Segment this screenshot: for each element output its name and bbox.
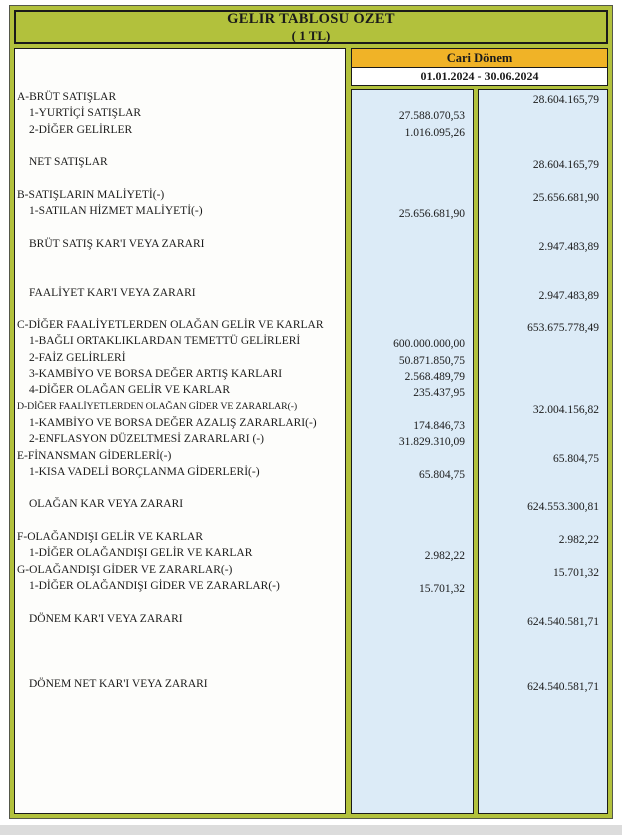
labels-stack (14, 48, 346, 814)
row-label: G-OLAĞANDIŞI GİDER VE ZARARLAR(-) (17, 563, 233, 576)
row-value-total (479, 206, 607, 222)
row-value-detail: 31.829.310,09 (398, 436, 465, 449)
row-label: DÖNEM KAR'I VEYA ZARARI (29, 612, 183, 625)
row-value-detail (352, 499, 473, 515)
row-label: FAALİYET KAR'I VEYA ZARARI (29, 286, 196, 299)
row-value-total (479, 369, 607, 385)
row-value-detail (352, 222, 473, 238)
title-unit: ( 1 TL) (291, 28, 331, 43)
row-label (15, 301, 345, 317)
row-value-total (479, 418, 607, 434)
row-value-detail (352, 320, 473, 336)
row-value-total: 624.540.581,71 (527, 680, 599, 693)
row-value-detail (352, 662, 473, 678)
row-label (15, 513, 345, 529)
row-value-detail (352, 173, 473, 189)
row-value-total: 65.804,75 (553, 452, 599, 465)
row-value-total (479, 336, 607, 352)
value-column-total (478, 89, 608, 814)
period-date-range: 01.01.2024 - 30.06.2024 (351, 68, 608, 86)
row-value-detail (352, 92, 473, 108)
row-label: BRÜT SATIŞ KAR'I VEYA ZARARI (29, 237, 205, 250)
row-value-total (479, 548, 607, 564)
scan-edge-strip (0, 825, 622, 835)
row-value-total: 32.004.156,82 (532, 403, 599, 416)
row-value-detail: 25.656.681,90 (398, 208, 465, 221)
row-value-total (479, 173, 607, 189)
row-value-detail (352, 630, 473, 646)
row-value-total (479, 483, 607, 499)
row-value-detail: 2.568.489,79 (404, 371, 465, 384)
row-label: DÖNEM NET KAR'I VEYA ZARARI (29, 677, 208, 690)
row-value-total: 624.540.581,71 (527, 615, 599, 628)
row-value-detail (352, 565, 473, 581)
row-value-total (479, 630, 607, 646)
row-value-total (479, 467, 607, 483)
row-value-detail (352, 288, 473, 304)
title-main: GELIR TABLOSU ÖZET (227, 11, 395, 27)
row-label: 1-YURTİÇİ SATIŞLAR (29, 107, 142, 120)
row-label: E-FİNANSMAN GİDERLERİ(-) (17, 449, 172, 462)
row-label: 1-DİĞER OLAĞANDIŞI GELİR VE KARLAR (29, 547, 253, 560)
row-label: 1-SATILAN HİZMET MALİYETİ(-) (29, 205, 203, 218)
row-label: NET SATIŞLAR (29, 156, 108, 169)
row-value-total: 2.982,22 (558, 534, 599, 547)
row-value-detail (352, 597, 473, 613)
row-value-total: 15.701,32 (553, 566, 599, 579)
row-label: 2-DİĞER GELİRLER (29, 123, 133, 136)
value-columns (351, 89, 608, 814)
row-value-total (479, 516, 607, 532)
value-column-detail (351, 89, 474, 814)
row-value-total (479, 581, 607, 597)
row-value-detail: 174.846,73 (413, 419, 465, 432)
row-label (15, 659, 345, 675)
row-value-detail (352, 646, 473, 662)
values-panel (351, 48, 608, 814)
row-value-detail: 27.588.070,53 (398, 110, 465, 123)
row-value-total: 624.553.300,81 (527, 501, 599, 514)
row-value-detail: 65.804,75 (419, 468, 465, 481)
row-value-detail (352, 141, 473, 157)
row-value-detail (352, 532, 473, 548)
row-value-detail (352, 614, 473, 630)
row-label: 1-BAĞLI ORTAKLIKLARDAN TEMETTÜ GELİRLERİ (29, 335, 301, 348)
row-value-detail (352, 451, 473, 467)
row-label (15, 170, 345, 186)
row-label (15, 480, 345, 496)
row-label (15, 627, 345, 643)
row-value-total (479, 108, 607, 124)
row-value-total: 2.947.483,89 (538, 240, 599, 253)
row-value-detail: 50.871.850,75 (398, 354, 465, 367)
row-value-total (479, 662, 607, 678)
row-value-total (479, 385, 607, 401)
row-label (15, 219, 345, 235)
row-value-total (479, 353, 607, 369)
row-value-detail: 600.000.000,00 (393, 338, 465, 351)
row-label (15, 643, 345, 659)
row-value-detail: 15.701,32 (419, 582, 465, 595)
row-label: 2-ENFLASYON DÜZELTMESİ ZARARLARI (-) (29, 433, 264, 446)
row-label: F-OLAĞANDIŞI GELİR VE KARLAR (17, 531, 204, 544)
row-value-total: 2.947.483,89 (538, 289, 599, 302)
row-value-total (479, 222, 607, 238)
row-label: 2-FAİZ GELİRLERİ (29, 351, 126, 364)
row-value-detail (352, 483, 473, 499)
row-label: 3-KAMBİYO VE BORSA DEĞER ARTIŞ KARLARI (29, 368, 283, 381)
row-label: B-SATIŞLARIN MALİYETİ(-) (17, 188, 165, 201)
row-label: D-DİĞER FAALİYETLERDEN OLAĞAN GİDER VE ZARARLAR(-) (17, 400, 298, 412)
row-value-detail (352, 679, 473, 695)
row-value-total: 25.656.681,90 (532, 191, 599, 204)
row-value-detail: 1.016.095,26 (404, 126, 465, 139)
row-value-total: 653.675.778,49 (527, 322, 599, 335)
row-label: 1-KISA VADELİ BORÇLANMA GİDERLERİ(-) (29, 465, 260, 478)
row-label: A-BRÜT SATIŞLAR (17, 91, 117, 103)
row-value-total (479, 255, 607, 271)
period-header: Cari Dönem (351, 48, 608, 68)
row-value-detail (352, 190, 473, 206)
row-value-total (479, 304, 607, 320)
row-value-total (479, 141, 607, 157)
income-statement-table (9, 5, 613, 819)
row-value-total (479, 646, 607, 662)
row-value-total (479, 125, 607, 141)
row-label: C-DİĞER FAALİYETLERDEN OLAĞAN GELİR VE KARLAR (17, 319, 324, 332)
row-label: 1-KAMBİYO VE BORSA DEĞER AZALIŞ ZARARLARI(-) (29, 416, 317, 429)
row-value-detail (352, 402, 473, 418)
row-value-detail: 2.982,22 (424, 550, 465, 563)
row-label: 4-DİĞER OLAĞAN GELİR VE KARLAR (29, 384, 231, 397)
row-value-detail (352, 157, 473, 173)
row-value-detail (352, 271, 473, 287)
row-value-detail (352, 255, 473, 271)
row-value-detail (352, 239, 473, 255)
row-value-total (479, 271, 607, 287)
table-title (14, 10, 608, 44)
row-label (15, 138, 345, 154)
row-label (15, 268, 345, 284)
row-label (15, 252, 345, 268)
row-value-detail (352, 304, 473, 320)
row-value-total (479, 434, 607, 450)
row-value-total (479, 597, 607, 613)
row-value-detail (352, 516, 473, 532)
row-label: 1-DİĞER OLAĞANDIŞI GİDER VE ZARARLAR(-) (29, 579, 280, 592)
row-value-total: 28.604.165,79 (532, 94, 599, 106)
row-value-detail: 235.437,95 (413, 387, 465, 400)
row-label: OLAĞAN KAR VEYA ZARARI (29, 498, 184, 511)
row-value-total: 28.604.165,79 (532, 159, 599, 172)
row-label (15, 594, 345, 610)
table-body (14, 48, 608, 814)
